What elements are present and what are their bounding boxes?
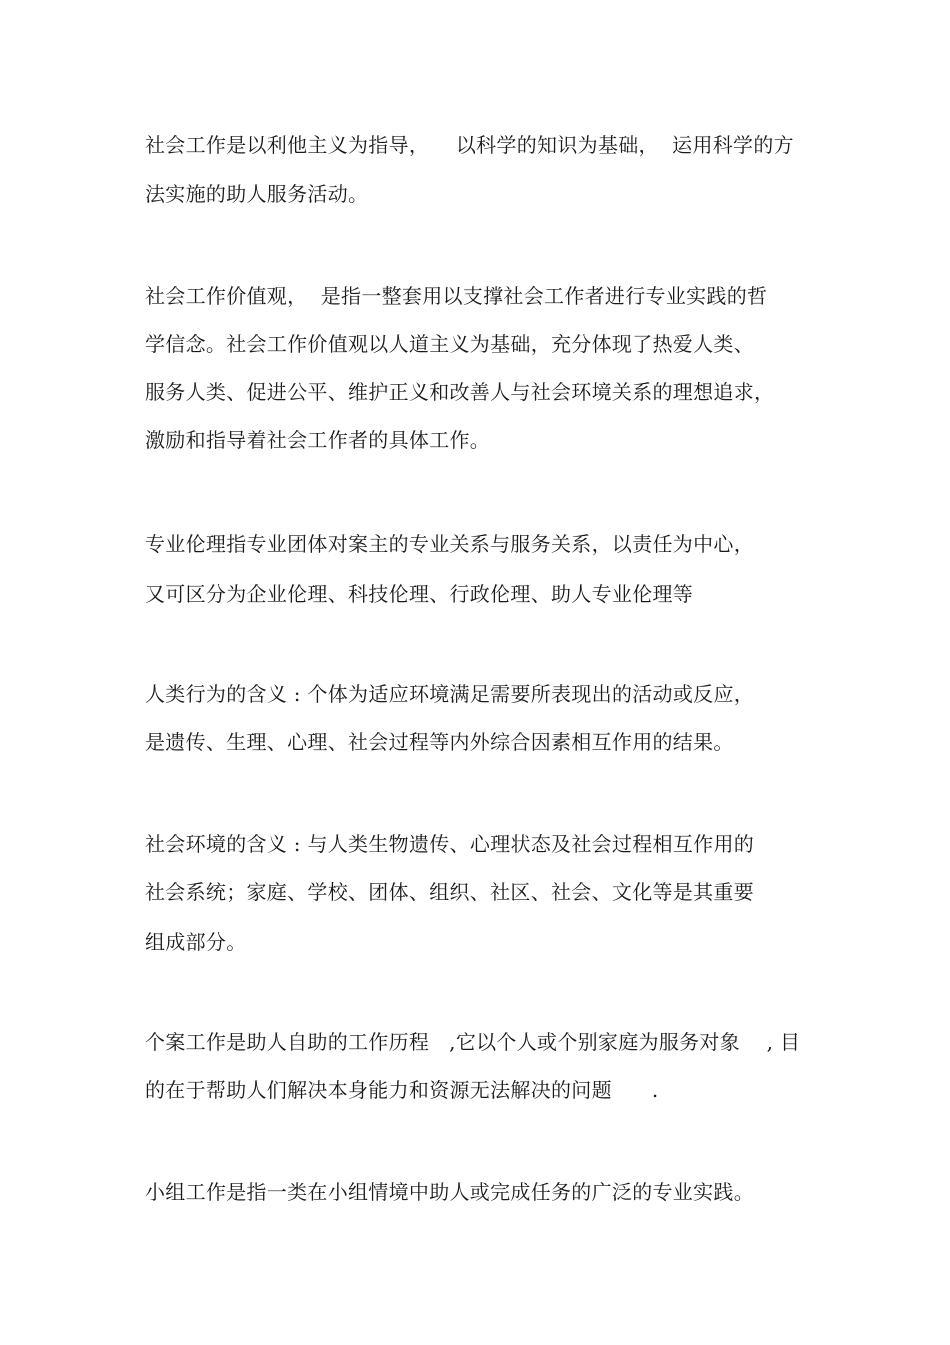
text-line: 社会系统；家庭、学校、团体、组织、社区、社会、文化等是其重要 [145,880,754,904]
text-line: 个案工作是助人自助的工作历程 ,它以个人或个别家庭为服务对象 , 目 [145,1030,801,1054]
text-line: 社会工作是以利他主义为指导， 以科学的知识为基础， 运用科学的方 [145,133,794,157]
text-line: 的在于帮助人们解决本身能力和资源无法解决的问题 . [145,1078,659,1102]
text-line: 专业伦理指专业团体对案主的专业关系与服务关系，以责任为中心， [145,532,754,556]
text-line: 又可区分为企业伦理、科技伦理、行政伦理、助人专业伦理等 [145,582,694,606]
text-line: 组成部分。 [145,930,247,954]
text-line: 社会环境的含义 : 与人类生物遗传、心理状态及社会过程相互作用的 [145,832,755,856]
text-line: 小组工作是指一类在小组情境中助人或完成任务的广泛的专业实践。 [145,1180,754,1204]
text-line: 社会工作价值观， 是指一整套用以支撑社会工作者进行专业实践的哲 [145,284,768,308]
text-line: 激励和指导着社会工作者的具体工作。 [145,428,491,452]
text-line: 人类行为的含义 : 个体为适应环境满足需要所表现出的活动或反应， [145,682,755,706]
text-line: 是遗传、生理、心理、社会过程等内外综合因素相互作用的结果。 [145,730,734,754]
text-line: 服务人类、促进公平、维护正义和改善人与社会环境关系的理想追求， [145,380,775,404]
text-line: 学信念。社会工作价值观以人道主义为基础，充分体现了热爱人类、 [145,332,754,356]
text-line: 法实施的助人服务活动。 [145,182,369,206]
